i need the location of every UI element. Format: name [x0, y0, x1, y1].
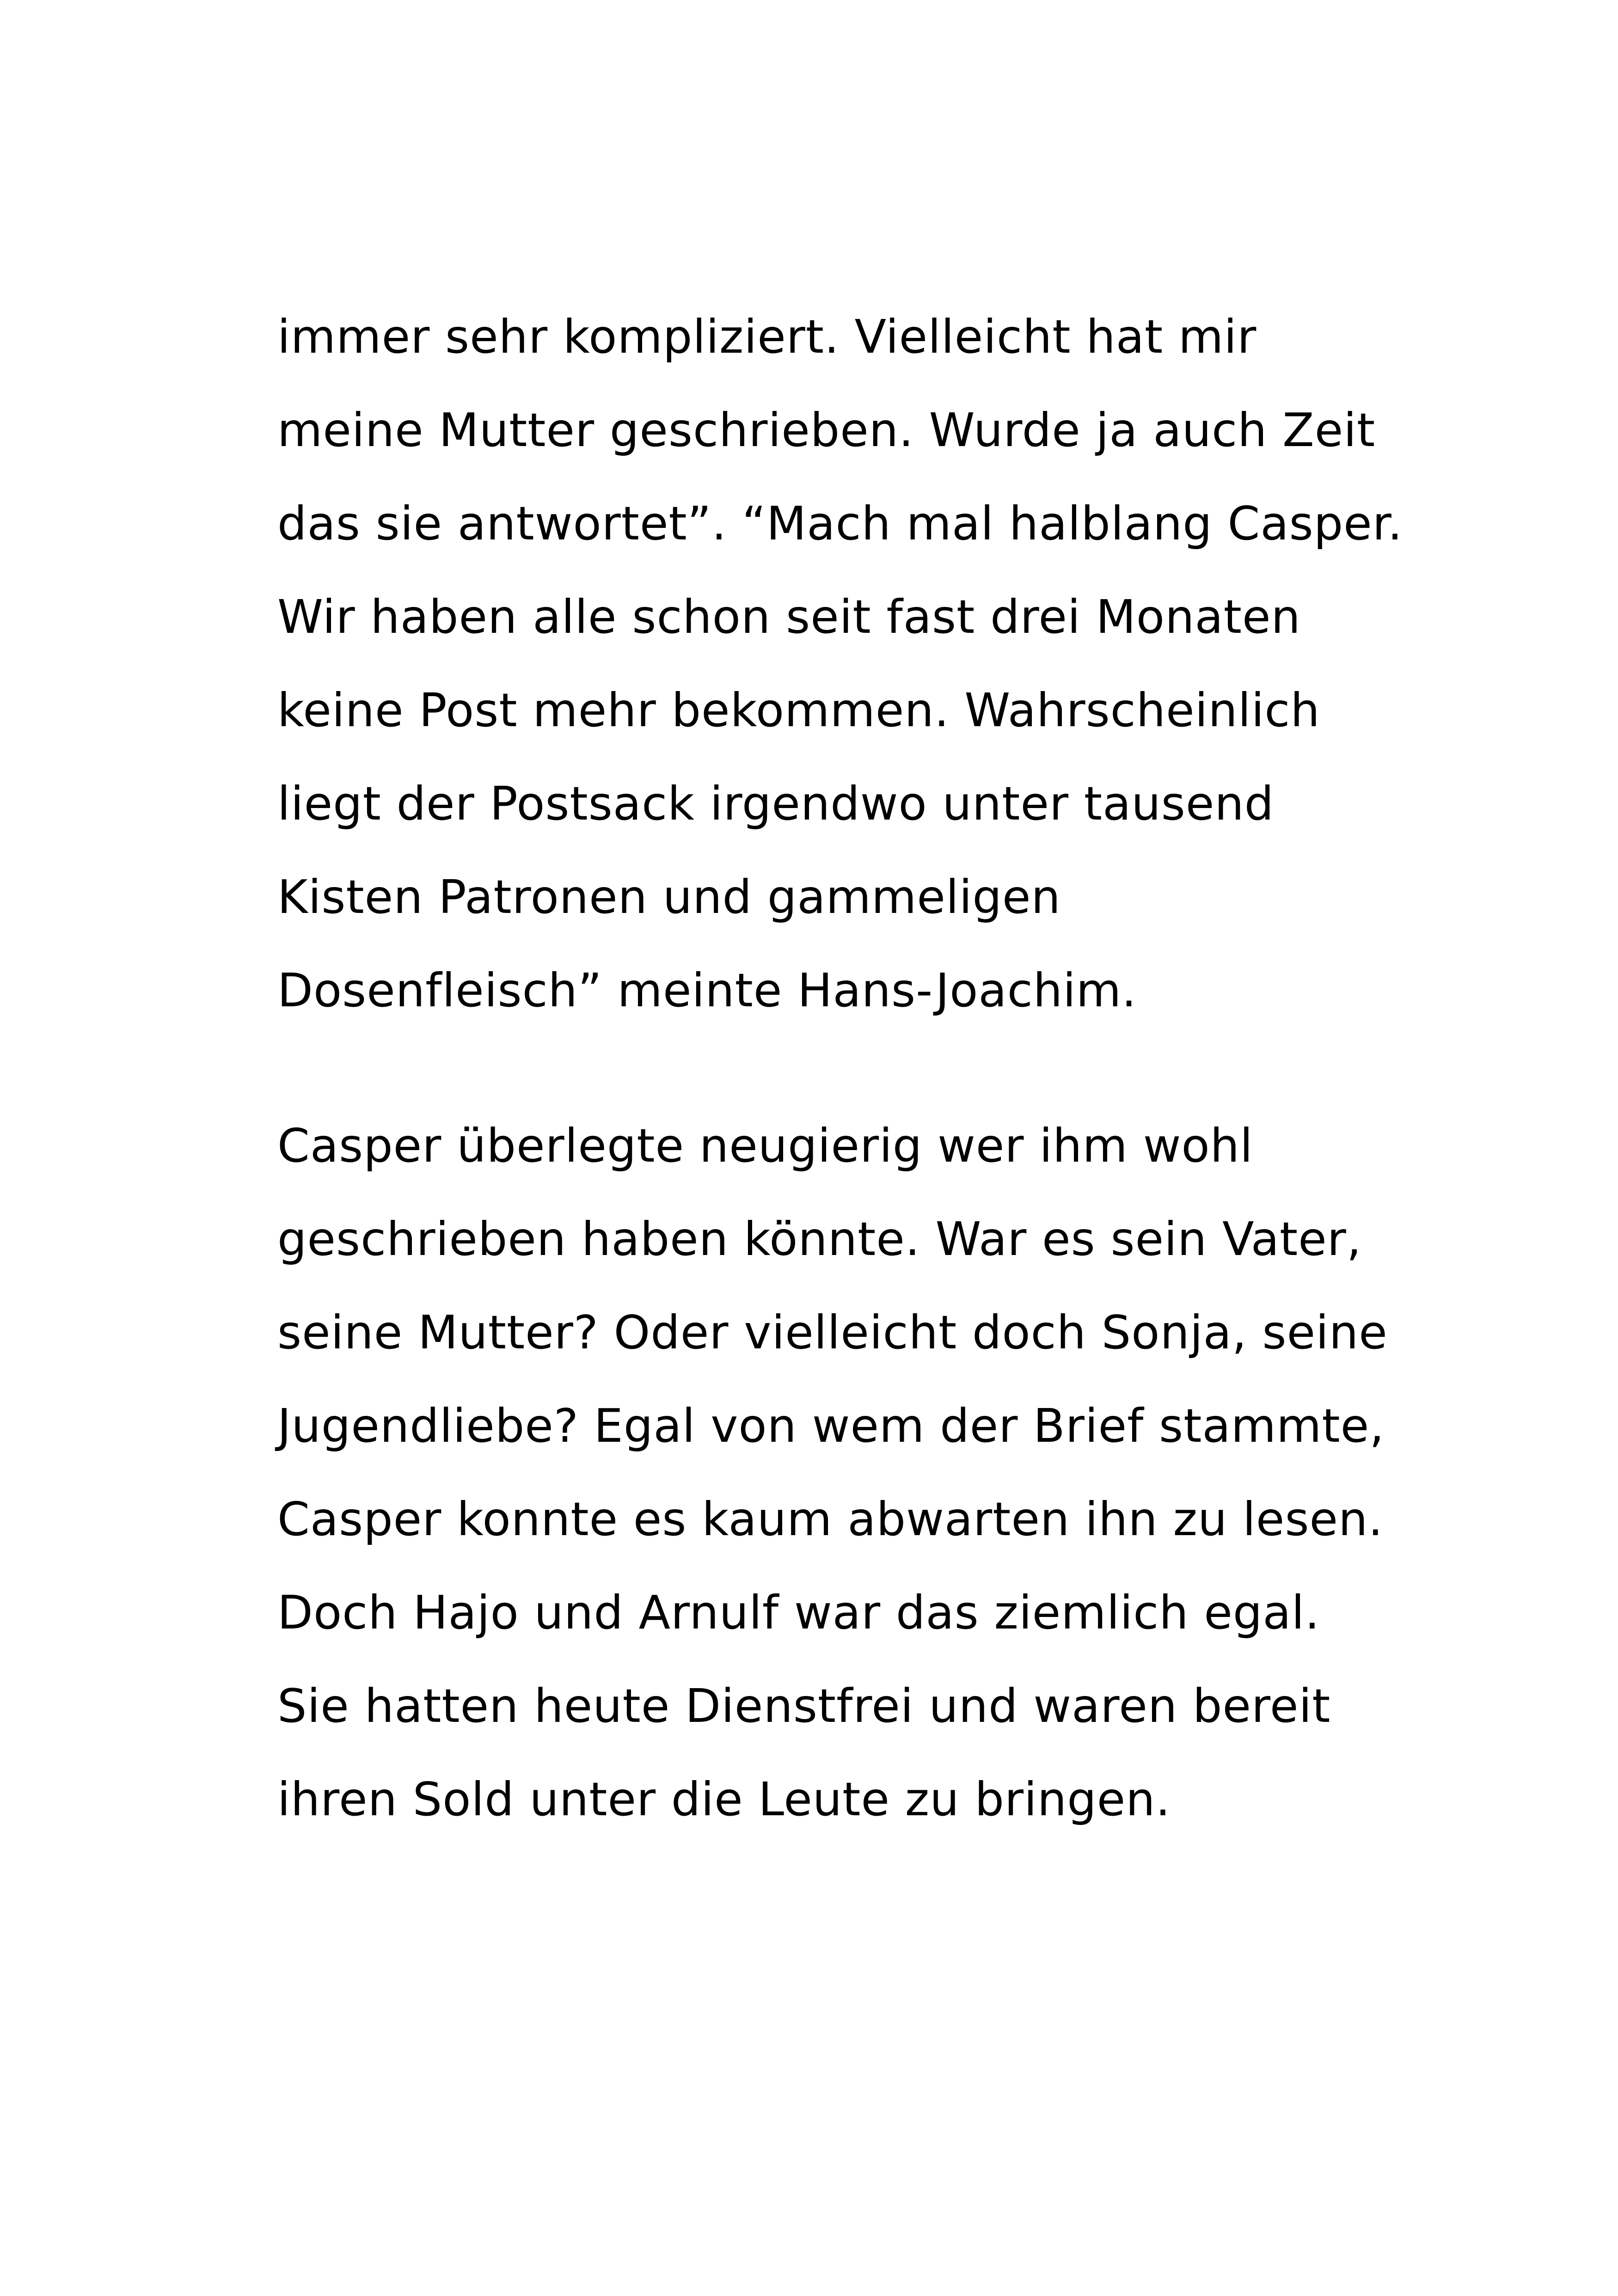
text-line: Sie hatten heute Dienstfrei und waren bereit [277, 1679, 1331, 1733]
text-line: Dosenfleisch” meinte Hans-Joachim. [277, 963, 1137, 1017]
text-line: Casper überlegte neugierig wer ihm wohl [277, 1119, 1253, 1173]
text-line: meine Mutter geschrieben. Wurde ja auch Zeit [277, 403, 1376, 457]
paragraph-2 [277, 1099, 1387, 1846]
text-line: Doch Hajo und Arnulf war das ziemlich egal. [277, 1586, 1320, 1640]
text-line: liegt der Postsack irgendwo unter tausend [277, 777, 1275, 831]
text-line: Casper konnte es kaum abwarten ihn zu lesen. [277, 1492, 1384, 1546]
text-line: das sie antwortet”. “Mach mal halblang Casper. [277, 496, 1403, 551]
text-line: Jugendliebe? Egal von wem der Brief stammte, [277, 1399, 1385, 1453]
text-line: seine Mutter? Oder vielleicht doch Sonja, seine [277, 1305, 1388, 1359]
text-line: immer sehr kompliziert. Vielleicht hat mir [277, 310, 1257, 364]
text-line: keine Post mehr bekommen. Wahrscheinlich [277, 683, 1320, 737]
text-line: ihren Sold unter die Leute zu bringen. [277, 1772, 1171, 1826]
text-line: Wir haben alle schon seit fast drei Monaten [277, 590, 1301, 644]
text-line: geschrieben haben könnte. War es sein Vater, [277, 1212, 1362, 1266]
text-line: Kisten Patronen und gammeligen [277, 870, 1061, 924]
paragraph-1 [277, 290, 1403, 1037]
